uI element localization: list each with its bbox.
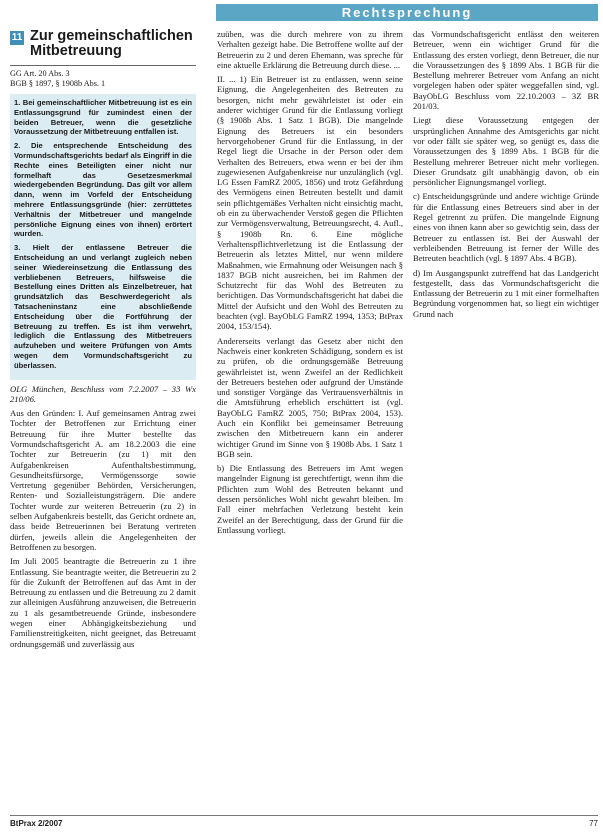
body-paragraph: Liegt diese Voraussetzung entgegen der ursprünglichen Annahme des Amtsgerichts gar nicht vor oder fällt sie später weg, so genügt es, dass die Voraussetzungen des § 1899 Abs. 1 BGB für die Bestellung mehrerer Betreuer nicht mehr vorliegen. Dieser Grundsatz gilt unabhängig davon, ob ein persönlicher Eignungsmangel vorliegt. — [413, 115, 599, 188]
statute-reference: BGB § 1897, § 1908b Abs. 1 — [10, 79, 106, 88]
page-number: 77 — [589, 819, 598, 828]
body-paragraph: d) Im Ausgangspunkt zutreffend hat das Landgericht festgestellt, dass das Vormundschaftsgericht die Entlassung der Betreuerin zu 1 mit einer formelhaften Begründung vorgenommen hat, so liegt ein wichtiger Grund nach — [413, 267, 599, 319]
article-number-badge: 11 — [11, 32, 23, 43]
body-paragraph: b) Die Entlassung des Betreuers im Amt wegen mangelnder Eignung ist gerechtfertigt, wenn ihm die Pflichten zum Wohl des Betreuten bekannt und dessen persönliches Wohl nicht gewahrt bleiben. Im Fall einer mehrfachen Verletzung besteht kein Zweifel an der Berechtigung, dass der Grund für die Entlassung vorliegt. — [217, 463, 403, 535]
column-3 — [413, 29, 599, 323]
body-paragraph: Aus den Gründen: I. Auf gemeinsamen Antrag zwei Tochter der Betroffenen zur Errichtung einer Betreuung für ihre Mutter bestellte das Vormundschaftsgericht A. am 18.2.2003 die eine Tochter zur Betreuerin (zu 1) mit den Aufgabenkreisen Aufenthaltsbestimmung, Gesundheitsfürsorge, Vermögenssorge sowie Vertretung gegenüber Behörden, Versicherungen, Renten- und Sozialleistungsträgern. Die andere Tochter wurde zur weiteren Betreuerin (zu 2) in selben Aufgabenkreis bestellt, das Gericht ordnete an, dass beide Betreuerinnen bei Beratung vertreten dürfen, jeweils allein die Angelegenheiten der Betroffenen zu besorgen. — [10, 408, 196, 552]
article-title: Zur gemeinschaftlichen Mitbetreuung — [30, 28, 193, 59]
journal-issue: BtPrax 2/2007 — [10, 819, 63, 828]
statute-reference: GG Art. 20 Abs. 3 — [10, 69, 70, 78]
article-heading — [10, 29, 196, 59]
guiding-principle: 3. Hielt der entlassene Betreuer die Entscheidung an und verlangt zugleich neben seiner Wiedereinsetzung die Entlassung des verbliebenen Betreuers, hilfsweise die Bestellung eines Dritten als Einzelbetreuer, hat grundsätzlich das Beschwerdegericht als Tatsacheninstanz eine abschließende Entscheidung über die Fortführung der Betreuung zu treffen. Es ist ihm verwehrt, lediglich die Entlassung des Mitbetreuers aufzuheben und weitere Prüfungen von Amts wegen dem Vormundschaftsgericht zu überlassen. — [14, 243, 192, 370]
guiding-principle: 2. Die entsprechende Entscheidung des Vormundschaftsgerichts bedarf als Eingriff in die Rechte eines Beteiligten einer nicht nur formelhaft das Gesetzesmerkmal wiedergebenden Begründung. Das gilt vor allem dann, wenn im Vorfeld der Entscheidung mehrere Entlassungsgründe (hier: zerrüttetes Verhältnis der Mitbetreuer und mangelnde persönliche Eignung eines von ihnen) erörtert wurden. — [14, 141, 192, 239]
page-footer — [10, 815, 598, 828]
section-banner: Rechtsprechung — [216, 4, 598, 21]
body-paragraph: II. ... 1) Ein Betreuer ist zu entlassen, wenn seine Eignung, die Angelegenheiten des Betreuten zu besorgen, nicht mehr gewährleistet ist oder ein anderer wichtiger Grund für die Entlassung vorliegt (§ 1908b Abs. 1 Satz 1 BGB). Die mangelnde Eignung des Betreuers ist ein besonders hervorgehobener Grund für die Entlassung, in der Regel liegt die Ursache in der Person oder dem Verhalten des Betreuers, etwa wenn er bei der ihm zugewiesenen Aufgabenkreise nur unzulänglich (vgl. LG Essen FamRZ 2005, 1856) und trotz Gefährdung des Vermögens einen Betreuten bestellt und damit sein pflichtgemäßes Verhalten nicht einsichtig macht, ob ein zu überwachender Verstoß gegen die Pflichten zur Vermögensverwaltung, Betreuungsrecht, 4. Aufl., § 1908b Rn. 6. Eine mögliche Verhaltenspflichtverletzung ist die Entlassung der Betreuerin als letztes Mittel, nur wenn mildere Maßnahmen, wie Ermahnung oder Weisungen nach § 1837 BGB nicht ausreichen, bei im Rahmen der Schutzrecht für das Wohl des Betreuten zu berichtigen. Das Vormundschaftsgericht hat dabei die Mittel der Aufsicht und den Wohl des Betreuten zu beachten (vgl. BayObLG FamRZ 1994, 1353; BtPrax 2004, 153/154). — [217, 74, 403, 332]
body-paragraph: c) Entscheidungsgründe und andere wichtige Gründe für die Entlassung eines Betreuers sind aber in der Regel getrennt zu prüfen. Die mangelnde Eignung eines von ihnen kann aber so gewichtig sein, dass der Betreuer zu entlassen ist. Bei der Auswahl der verbleibenden Betreuung ist ferner der Wille des Betreuten beachtlich (vgl. § 1897 Abs. 4 BGB). — [413, 191, 599, 264]
column-1 — [10, 29, 196, 653]
body-paragraph: Andererseits verlangt das Gesetz aber nicht den Nachweis einer konkreten Schädigung, sondern es ist zu prüfen, ob die ordnungsgemäße Betreuung gewährleistet ist, wenn Zweifel an der Redlichkeit der Betreuers bestehen oder aufgrund der Umstände und sonstiger Vorgänge das Vertrauensverhältnis in die Amtsführung erheblich erschüttert ist (vgl. BayObLG FamRZ 2005, 750; BtPrax 2004, 153). Auch ein Konflikt bei gemeinsamer Betreuung zwischen den Mitbetreuern kann ein anderer wichtiger Grund im Sinne von § 1908b Abs. 1 Satz 1 BGB sein. — [217, 335, 403, 459]
guiding-principle: 1. Bei gemeinschaftlicher Mitbetreuung ist es ein Entlassungsgrund für zumindest einen der beiden Betreuer, wenn die gesetzliche Voraussetzung der Mitbetreuung entfallen ist. — [14, 98, 192, 137]
court-citation: OLG München, Beschluss vom 7.2.2007 – 33 Wx 210/06. — [10, 383, 196, 404]
statute-references — [10, 65, 196, 89]
column-2 — [217, 29, 403, 539]
guiding-principles-box — [10, 94, 196, 380]
body-paragraph: das Vormundschaftsgericht entlässt den weiteren Betreuer, wenn ein wichtiger Grund für die Entlassung des ersten vorliegt, denn Betreuer, die nur die Voraussetzungen des § 1899 Abs. 1 BGB für die Bestellung mehrerer Betreuer vom Anfang an nicht vorgelegen haben oder später weggefallen sind, vgl. BayObLG Beschluss vom 22.10.2003 – 3Z BR 201/03. — [413, 29, 599, 112]
body-paragraph: Im Juli 2005 beantragte die Betreuerin zu 1 ihre Entlassung. Sie beantragte weiter, die Betreuerin zu 2 für die Zukunft der Betroffenen auf das Amt in der Betreuung zu entlassen und die Betreuung zu 2 damit zur alleinigen Ausführung anzuweisen, die Betreuerin zu 1 als gesamtbetreuende Gründe, insbesondere wegen einer Abhängigkeitsbeziehung und Familienstreitigkeiten, nicht geeignet, das Betreuamt ordnungsgemäß und zuverlässig aus — [10, 556, 196, 649]
body-paragraph: zuüben, was die durch mehrere von zu ihrem Verhalten gezeigt habe. Die Betroffene wollte auf der Betreuerin zu 2 und deren Ehemann, was spreche für eine aktuelle Erklärung die Betreuung durch diese. ... — [217, 29, 403, 70]
